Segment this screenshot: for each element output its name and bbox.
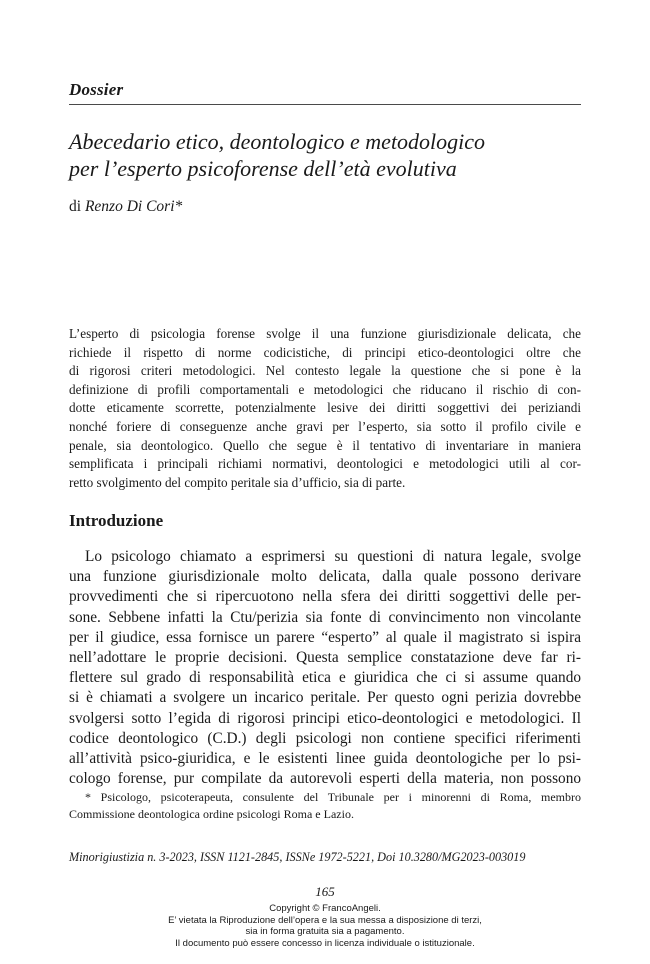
section-divider — [69, 104, 581, 105]
footnote-line: Commissione deontologica ordine psicologi Roma e Lazio. — [69, 806, 354, 821]
copyright-line: E’ vietata la Riproduzione dell’opera e la sua messa a disposizione di terzi, — [168, 914, 482, 926]
body-line: cologo forense, pur compilate da autorevoli esperti della materia, non possono — [69, 770, 581, 788]
title-line-1: Abecedario etico, deontologico e metodologico — [69, 129, 486, 154]
article-title — [69, 128, 589, 182]
body-line: provvedimenti che si ripercuotono nella sfera dei diritti soggettivi delle per- — [69, 588, 581, 606]
journal-citation: Minorigiustizia n. 3-2023, ISSN 1121-2845, ISSNe 1972-5221, Doi 10.3280/MG2023-003019 — [69, 850, 526, 864]
page-number: 165 — [315, 884, 335, 899]
abstract-line: richiede il rispetto di norme codicistiche, di principi etico-deontologici oltre che — [69, 344, 581, 360]
byline-prefix: di — [69, 198, 82, 215]
body-line: svolgersi sotto l’egida di rigorosi principi etico-deontologici e metodologici. Il — [69, 709, 581, 727]
abstract-line: L’esperto di psicologia forense svolge il una funzione giurisdizionale delicata, che — [69, 326, 581, 341]
body-line: Lo psicologo chiamato a esprimersi su questioni di natura legale, svolge — [85, 548, 581, 565]
body-line: nell’adottare le proprie decisioni. Questa semplice constatazione deve far ri- — [69, 648, 581, 666]
abstract-line: semplificata i principali richiami normativi, deontologici e metodologici utili al cor- — [69, 456, 581, 472]
abstract-line: retto svolgimento del compito peritale sia d’ufficio, sia di parte. — [69, 474, 406, 490]
body-line: si è chiamati a svolgere un incarico peritale. Per questo ogni perizia dovrebbe — [69, 689, 581, 707]
abstract-line: dotte eticamente scorrette, potenzialmente lesive dei diritti soggettivi dei periziandi — [69, 400, 581, 416]
body-line: codice deontologico (C.D.) degli psicologi non contiene specifici riferimenti — [69, 729, 581, 747]
copyright-line: Copyright © FrancoAngeli. — [269, 903, 381, 914]
title-line-2: per l’esperto psicoforense dell’età evolutiva — [69, 156, 457, 181]
section-label: Dossier — [69, 80, 124, 99]
abstract-line: di rigorosi criteri metodologici. Nel contesto legale la questione che si pone è la — [69, 363, 581, 379]
abstract-line: nonché foriere di conseguenze anche gravi per l’esperto, sia sotto il profilo civile e — [69, 418, 581, 434]
author-name: Renzo Di Cori* — [84, 198, 183, 215]
byline — [69, 198, 182, 216]
body-line: una funzione giurisdizionale molto delicata, dalla quale possono derivare — [69, 568, 581, 586]
copyright-notice — [0, 903, 650, 949]
copyright-line: Il documento può essere concesso in licenza individuale o istituzionale. — [175, 937, 475, 949]
abstract-line: definizione di profili comportamentali e metodologici che riducano il rischio di con- — [69, 381, 581, 397]
body-paragraph — [69, 547, 581, 789]
footnote — [69, 789, 581, 822]
footnote-line: * Psicologo, psicoterapeuta, consulente del Tribunale per i minorenni di Roma, membro — [85, 790, 581, 804]
abstract — [69, 325, 581, 492]
abstract-line: penale, sia deontologico. Quello che segue è il tentativo di inventariare in maniera — [69, 437, 581, 453]
body-line: flettere sul grado di responsabilità etica e giuridica che ci si assume quando — [69, 669, 581, 687]
body-line: all’attività psico-giuridica, e le esistenti linee guida deontologiche per lo psi- — [69, 749, 581, 767]
body-line: per il giudice, essa fornisce un parere “esperto” al quale il magistrato si ispira — [69, 628, 581, 646]
section-heading: Introduzione — [69, 511, 164, 530]
body-line: sone. Sebbene infatti la Ctu/perizia sia fonte di convincimento non vincolante — [69, 608, 581, 626]
copyright-line: sia in forma gratuita sia a pagamento. — [245, 926, 405, 938]
